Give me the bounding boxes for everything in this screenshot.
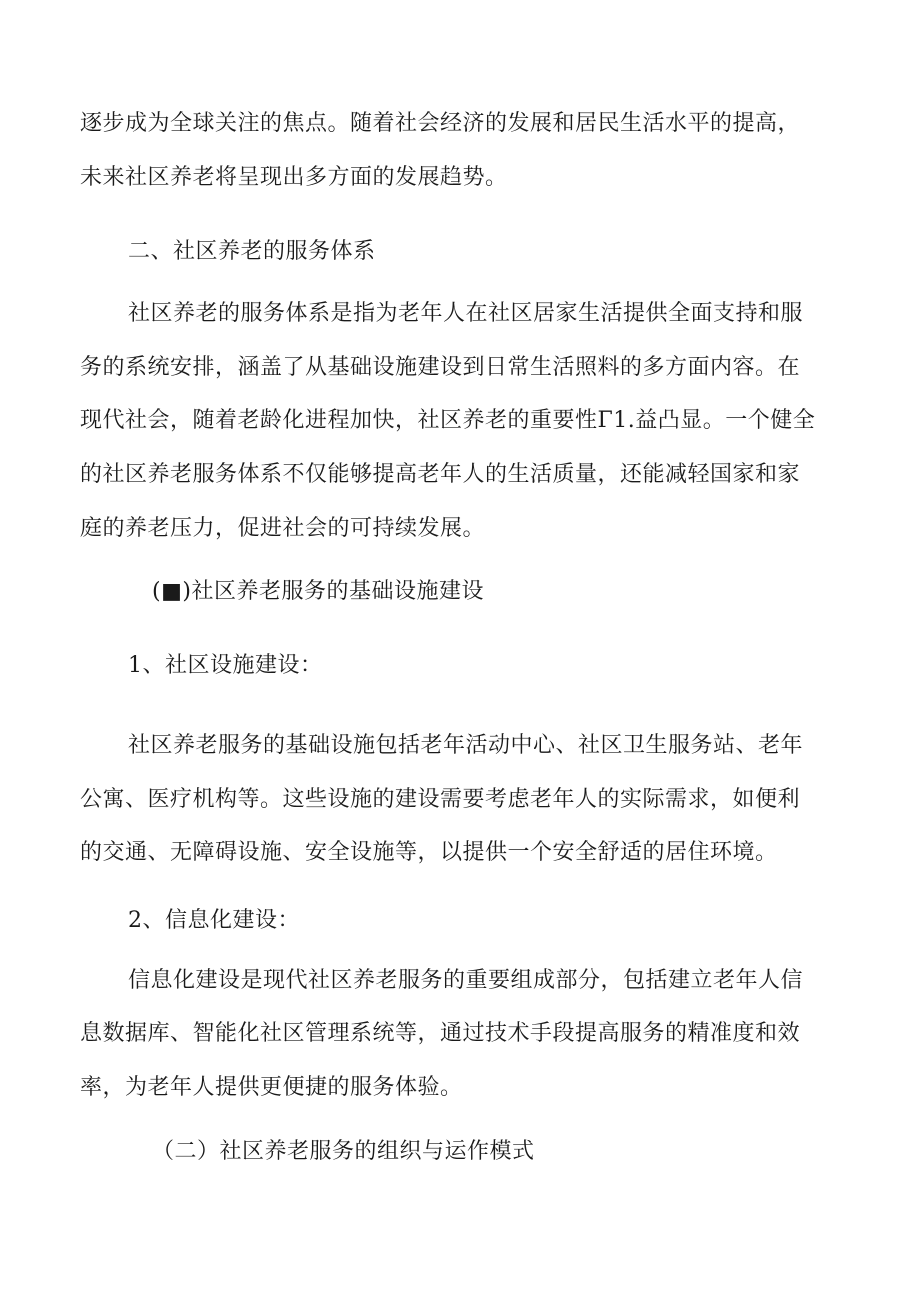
body-text-line: 社区养老服务的基础设施包括老年活动中心、社区卫生服务站、老年 (128, 733, 804, 758)
numbered-heading: 2、信息化建设： (128, 908, 300, 933)
body-text-line: 未来社区养老将呈现出多方面的发展趋势。 (80, 165, 508, 190)
body-text-line: 庭的养老压力，促进社会的可持续发展。 (80, 516, 486, 541)
subsection-heading: （二）社区养老服务的组织与运作模式 (152, 1139, 535, 1164)
body-text-line: 社区养老的服务体系是指为老年人在社区居家生活提供全面支持和服 (128, 301, 804, 326)
body-text-line: 的社区养老服务体系不仅能够提高老年人的生活质量，还能减轻国家和家 (80, 462, 801, 487)
body-text-line: 息数据库、智能化社区管理系统等，通过技术手段提高服务的精准度和效 (80, 1021, 801, 1046)
numbered-heading: 1、社区设施建设： (128, 653, 323, 678)
subsection-heading: (■)社区养老服务的基础设施建设 (152, 579, 484, 604)
section-heading: 二、社区养老的服务体系 (128, 239, 376, 264)
body-text-line: 逐步成为全球关注的焦点。随着社会经济的发展和居民生活水平的提高， (80, 111, 801, 136)
body-text-line: 信息化建设是现代社区养老服务的重要组成部分，包括建立老年人信 (128, 968, 804, 993)
body-text-line: 现代社会，随着老龄化进程加快，社区养老的重要性Γ1.益凸显。一个健全 (80, 408, 816, 433)
body-text-line: 务的系统安排，涵盖了从基础设施建设到日常生活照料的多方面内容。在 (80, 355, 801, 380)
body-text-line: 率，为老年人提供更便捷的服务体验。 (80, 1075, 463, 1100)
body-text-line: 的交通、无障碍设施、安全设施等，以提供一个安全舒适的居住环境。 (80, 840, 778, 865)
body-text-line: 公寓、医疗机构等。这些设施的建设需要考虑老年人的实际需求，如便利 (80, 787, 801, 812)
